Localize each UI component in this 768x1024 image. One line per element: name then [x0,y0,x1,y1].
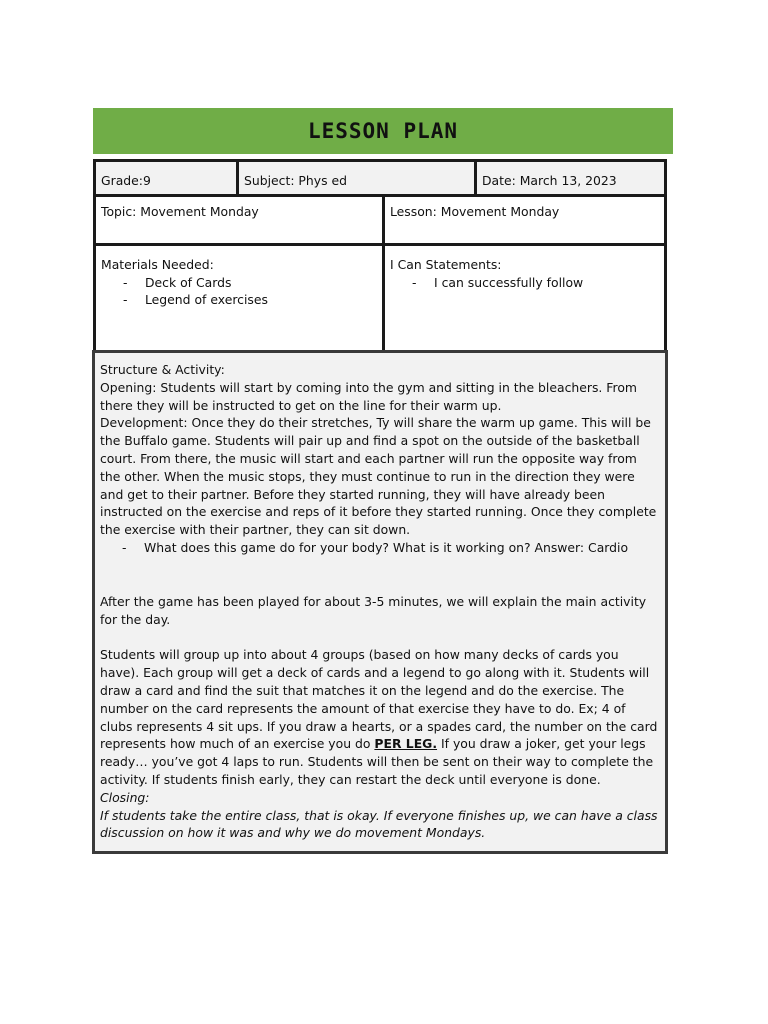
lesson-text: Lesson: Movement Monday [390,204,560,219]
question-text: What does this game do for your body? What is it working on? Answer: Cardio [144,539,629,555]
list-item [101,274,377,292]
structure-activity-box [92,350,668,854]
after-game-paragraph: After the game has been played for about 3-5 minutes, we will explain the main activity for the day. [100,593,647,627]
materials-item: Deck of Cards [145,274,232,290]
topic-text: Topic: Movement Monday [101,204,259,219]
materials-heading: Materials Needed: [101,257,214,272]
subject-text: Subject: Phys ed [244,173,347,188]
opening-paragraph: Opening: Students will start by coming into the gym and sitting in the bleachers. From there they will be instructed to get on the line for their warm up. [100,379,637,413]
list-item [101,291,377,309]
materials-cell [93,243,385,353]
subject-cell [236,159,477,197]
bullet-dash: - [412,274,417,290]
development-paragraph: Development: Once they do their stretches, Ty will share the warm up game. This will be the Buffalo game. Students will pair up and find a spot on the outside of the basketball court. From there, the music will start and each partner will run the opposite way from the other. When the music stops, they must continue to run in the direction they were and get to their partner. Before they started running, they will have already been instructed on the exercise and reps of it before they started running. Once they complete the exercise with their partner, they can sit down. [100,415,657,538]
main-activity-paragraph [100,646,660,788]
closing-paragraph: If students take the entire class, that is okay. If everyone finishes up, we can have a class discussion on how it was and why we do movement Mondays. [100,807,658,841]
grade-text: Grade:9 [101,173,151,188]
grade-cell [93,159,239,197]
i-can-heading: I Can Statements: [390,257,502,272]
per-leg-emphasis: PER LEG. [374,736,438,752]
topic-cell [93,194,385,246]
bullet-dash: - [122,539,127,555]
i-can-cell [382,243,667,353]
date-cell [474,159,667,197]
lesson-cell [382,194,667,246]
materials-item: Legend of exercises [145,292,268,308]
page-title: LESSON PLAN [307,119,459,143]
main-activity-text: Students will group up into about 4 groups (based on how many decks of cards you have). Each group will get a deck of cards and a legend to go along with it. Students will draw a card and find the suit that matches it on the legend and do the exercise. The number on the card represents the amount of that exercise they have to do. Ex; 4 of clubs represents 4 sit ups. If you draw a hearts, or a spades card, the number on the card represents how much of an exercise you do [100,647,658,752]
main-activity-text-cont: If you draw a joker, get your legs ready… you’ve got 4 laps to run. Students will then be sent on their way to complete the activity. If students finish early, they can restart the deck until everyone is done. [100,736,654,787]
i-can-item: I can successfully follow [434,274,584,290]
list-item [100,539,660,557]
bullet-dash: - [123,292,128,308]
bullet-dash: - [123,274,128,290]
closing-heading: Closing: [100,789,150,805]
date-text: Date: March 13, 2023 [482,173,617,188]
structure-heading: Structure & Activity: [100,362,225,377]
list-item [390,274,659,292]
title-banner [93,108,673,154]
